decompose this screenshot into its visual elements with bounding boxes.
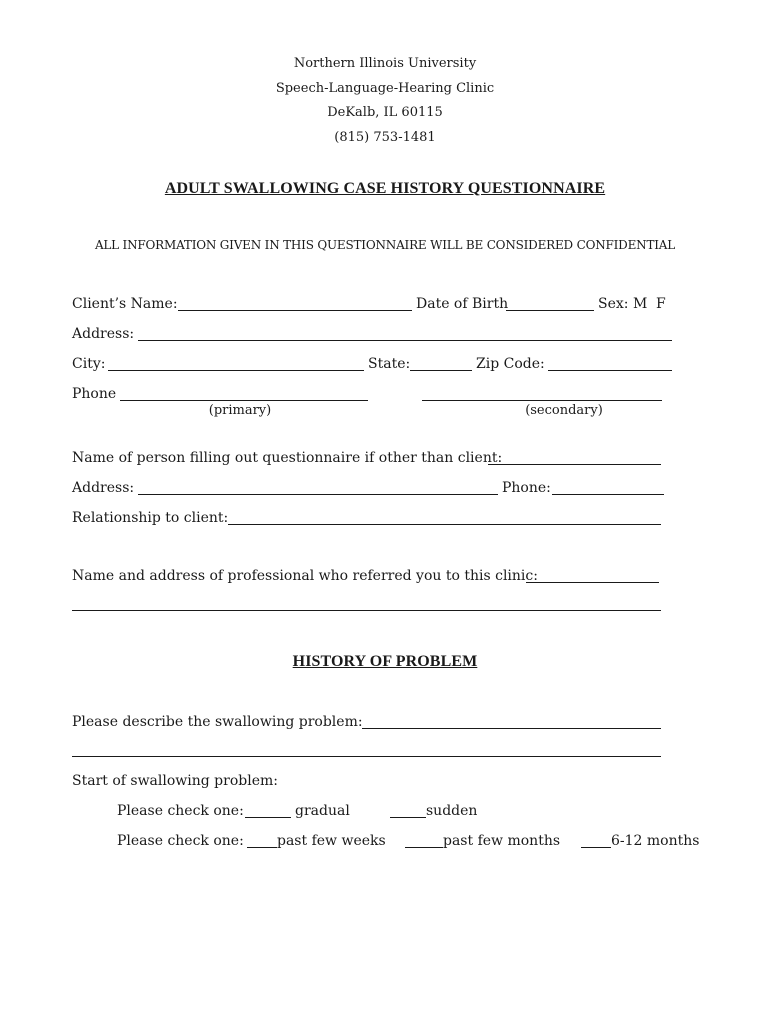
client-address-row [72,324,692,344]
filler-name-row [72,448,692,468]
client-phone-row [72,384,692,404]
describe-row [72,712,692,732]
referral-label: Name and address of professional who referred you to this clinic: [72,568,538,584]
dob-field[interactable] [506,310,594,311]
six-twelve-option: 6-12 months [611,833,700,849]
filler-address-row [72,478,692,498]
client-address-field[interactable] [138,340,672,341]
duration-check-row [117,831,717,851]
clinic-address: DeKalb, IL 60115 [327,105,443,120]
duration-check-label: Please check one: [117,833,244,849]
onset-check-label: Please check one: [117,803,244,819]
client-name-row [72,294,692,314]
start-label: Start of swallowing problem: [72,773,278,789]
sex-label[interactable]: Sex: M [598,296,648,312]
zip-label: Zip Code: [476,356,545,372]
primary-phone-field[interactable] [120,400,368,401]
sex-f-option[interactable]: F [656,296,666,312]
describe-label: Please describe the swallowing problem: [72,714,363,730]
relationship-label: Relationship to client: [72,510,229,526]
onset-check-row [117,801,717,821]
city-field[interactable] [108,370,364,371]
filler-phone-label: Phone: [502,480,551,496]
weeks-option: past few weeks [277,833,386,849]
zip-field[interactable] [548,370,672,371]
institution-name: Northern Illinois University [293,56,477,71]
describe-field[interactable] [362,728,661,729]
gradual-option: gradual [295,803,350,819]
state-field[interactable] [410,370,472,371]
clinic-phone: (815) 753-1481 [334,130,436,145]
confidential-notice: ALL INFORMATION GIVEN IN THIS QUESTIONNAIRE WILL BE CONSIDERED CONFIDENTIAL [94,238,676,252]
client-city-row [72,354,692,374]
sudden-option: sudden [426,803,478,819]
gradual-checkbox[interactable] [245,817,291,818]
client-name-label: Client’s Name: [72,296,178,312]
filler-address-field[interactable] [138,494,498,495]
describe-field-continued[interactable] [72,756,661,757]
months-checkbox[interactable] [405,847,443,848]
relationship-field[interactable] [228,524,661,525]
history-heading: HISTORY OF PROBLEM [292,653,478,670]
filler-phone-field[interactable] [552,494,664,495]
clinic-name: Speech-Language-Hearing Clinic [275,81,495,96]
referral-field[interactable] [526,582,659,583]
client-address-label: Address: [72,326,135,342]
phone-label: Phone [72,386,117,402]
weeks-checkbox[interactable] [247,847,277,848]
client-name-field[interactable] [178,310,412,311]
sudden-checkbox[interactable] [390,817,426,818]
start-row [72,771,692,791]
referral-row [72,566,692,586]
city-label: City: [72,356,106,372]
months-option: past few months [443,833,561,849]
secondary-phone-caption: (secondary) [525,403,603,418]
relationship-row [72,508,692,528]
filler-address-label: Address: [72,480,135,496]
filler-name-field[interactable] [488,464,661,465]
dob-label: Date of Birth [416,296,509,312]
state-label: State: [368,356,411,372]
six-twelve-checkbox[interactable] [581,847,611,848]
filler-name-label: Name of person filling out questionnaire if other than client: [72,450,503,466]
form-title: ADULT SWALLOWING CASE HISTORY QUESTIONNAIRE [164,180,606,197]
primary-phone-caption: (primary) [208,403,272,418]
secondary-phone-field[interactable] [422,400,662,401]
referral-field-continued[interactable] [72,610,661,611]
